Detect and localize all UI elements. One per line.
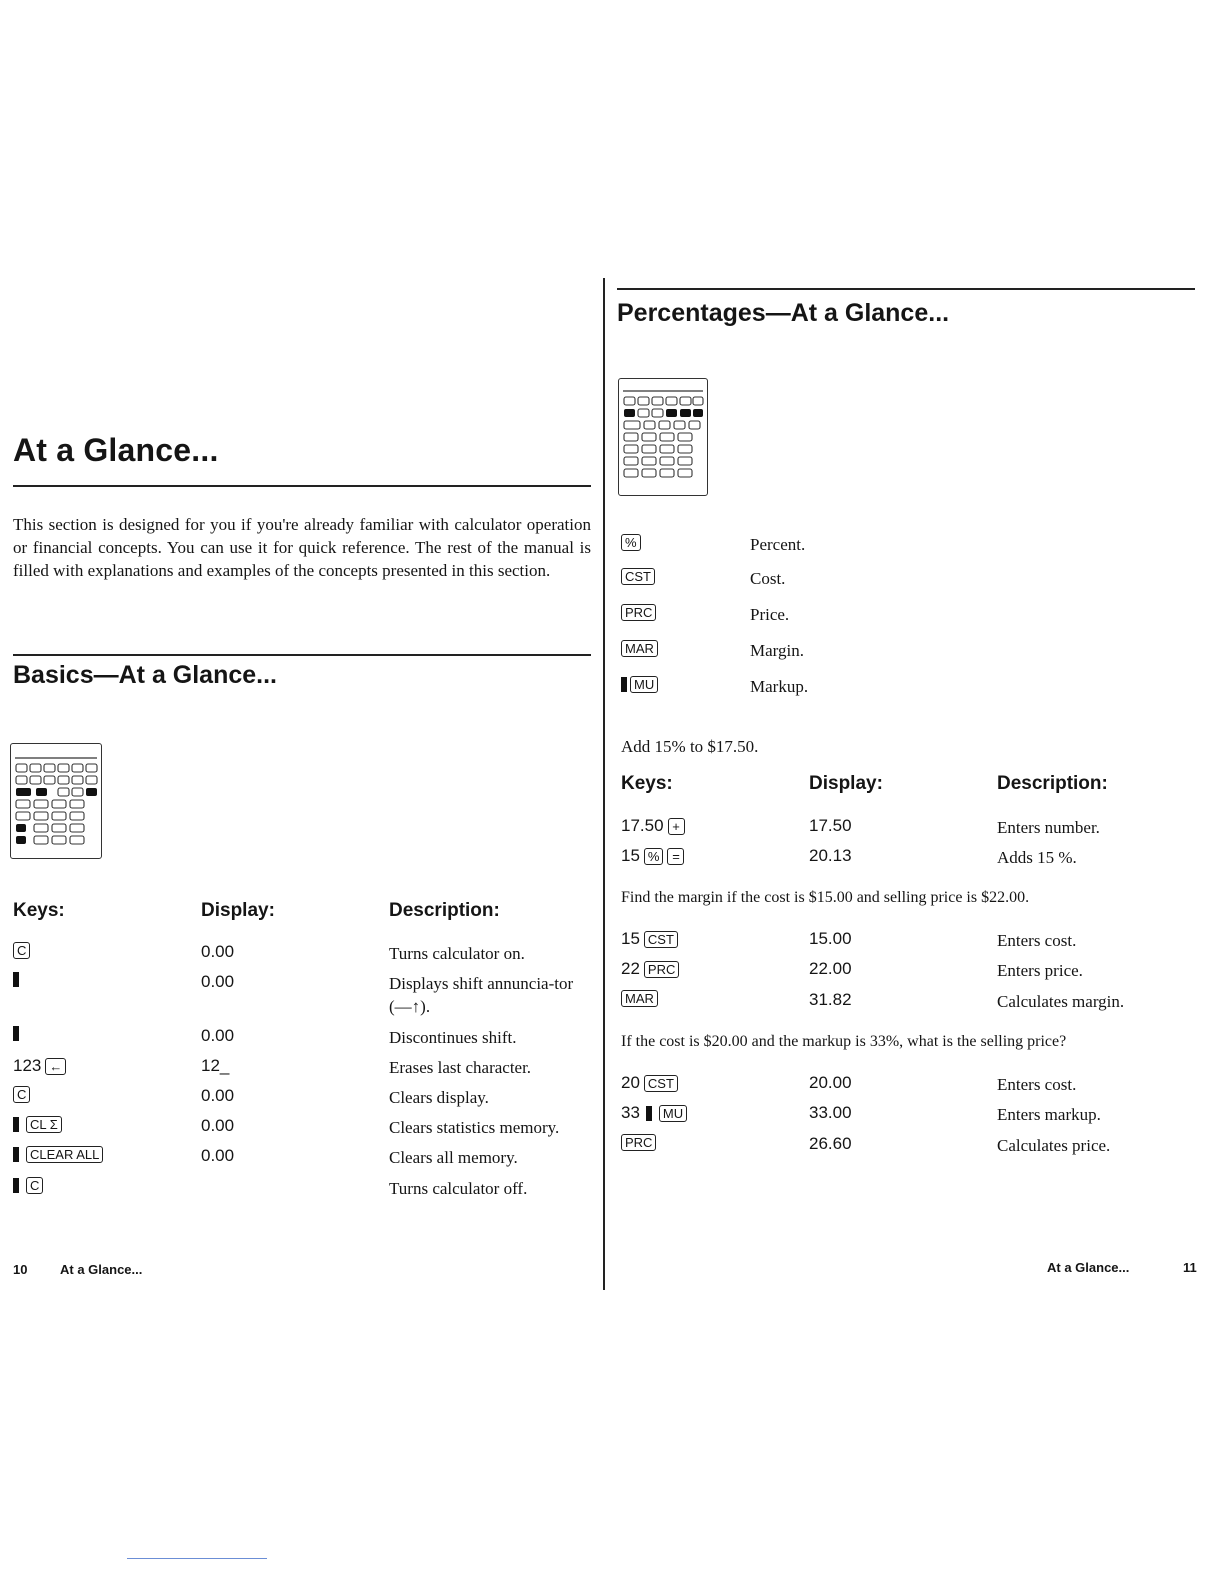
percent-key: % bbox=[644, 848, 664, 865]
key-definition-label: Percent. bbox=[750, 535, 806, 554]
description-text: Turns calculator on. bbox=[389, 944, 525, 963]
price-key: PRC bbox=[621, 604, 656, 621]
display-value: 22.00 bbox=[809, 959, 852, 978]
description-column-header: Description: bbox=[997, 773, 1108, 794]
margin-key: MAR bbox=[621, 990, 658, 1007]
description-text: Enters cost. bbox=[997, 1075, 1077, 1094]
table-row bbox=[621, 1134, 1110, 1157]
display-value: 0.00 bbox=[201, 1026, 235, 1045]
table-row bbox=[13, 1177, 589, 1200]
display-value: 0.00 bbox=[201, 1116, 235, 1135]
table-row bbox=[621, 1103, 1101, 1126]
display-value: 20.00 bbox=[809, 1073, 852, 1092]
backspace-key: ← bbox=[45, 1058, 66, 1075]
key-definition bbox=[621, 533, 805, 556]
description-text: Enters price. bbox=[997, 961, 1083, 980]
footer-title-left: At a Glance... bbox=[60, 1262, 143, 1277]
table-row bbox=[13, 972, 579, 1018]
key-definition-label: Cost. bbox=[750, 569, 786, 588]
key-prefix-number: 33 bbox=[621, 1103, 640, 1122]
clear-stats-key: CL Σ bbox=[26, 1116, 62, 1133]
margin-key: MAR bbox=[621, 640, 658, 657]
key-definition bbox=[621, 675, 808, 698]
price-key: PRC bbox=[621, 1134, 656, 1151]
calculator-keyboard-icon bbox=[618, 378, 708, 496]
display-value: 17.50 bbox=[809, 816, 852, 835]
shift-key-icon bbox=[13, 1147, 19, 1162]
description-text: Clears display. bbox=[389, 1088, 489, 1107]
table-row bbox=[13, 1056, 589, 1079]
key-prefix-number: 20 bbox=[621, 1073, 640, 1092]
table-row bbox=[13, 1086, 589, 1109]
key-c: C bbox=[13, 942, 30, 959]
table-row bbox=[621, 959, 1083, 982]
equals-key: = bbox=[667, 848, 684, 865]
description-column-header: Description: bbox=[389, 900, 500, 921]
top-rule-right bbox=[617, 288, 1195, 290]
clear-all-key: CLEAR ALL bbox=[26, 1146, 103, 1163]
shift-key-icon bbox=[13, 1178, 19, 1193]
table-row bbox=[13, 1026, 589, 1049]
key-c: C bbox=[13, 1086, 30, 1103]
display-value: 33.00 bbox=[809, 1103, 852, 1122]
key-definition bbox=[621, 639, 804, 662]
description-text: Enters number. bbox=[997, 818, 1100, 837]
key-prefix-number: 17.50 bbox=[621, 816, 664, 835]
key-c: C bbox=[26, 1177, 43, 1194]
table-row bbox=[621, 1073, 1076, 1096]
page-divider bbox=[603, 278, 605, 1290]
description-text: Enters markup. bbox=[997, 1105, 1101, 1124]
display-value: 20.13 bbox=[809, 846, 852, 865]
percentages-heading: Percentages—At a Glance... bbox=[617, 299, 950, 327]
display-column-header: Display: bbox=[201, 900, 275, 921]
table-row bbox=[13, 1146, 589, 1169]
table-row bbox=[13, 1116, 599, 1139]
example-prompt: Find the margin if the cost is $15.00 and selling price is $22.00. bbox=[621, 889, 1030, 906]
plus-key: + bbox=[668, 818, 685, 835]
description-text: Turns calculator off. bbox=[389, 1179, 528, 1198]
key-definition-label: Margin. bbox=[750, 641, 804, 660]
shift-key-icon bbox=[13, 1117, 19, 1132]
display-value: 31.82 bbox=[809, 990, 852, 1009]
page-number-right: 11 bbox=[1183, 1260, 1197, 1275]
shift-key-icon bbox=[13, 972, 19, 987]
percent-key: % bbox=[621, 534, 641, 551]
key-prefix-number: 22 bbox=[621, 959, 640, 978]
table-row bbox=[621, 816, 1100, 839]
page-title: At a Glance... bbox=[13, 432, 219, 468]
display-value: 26.60 bbox=[809, 1134, 852, 1153]
display-value: 0.00 bbox=[201, 942, 235, 961]
keys-column-header: Keys: bbox=[621, 773, 673, 794]
page-number-left: 10 bbox=[13, 1262, 28, 1277]
key-definition-label: Markup. bbox=[750, 677, 809, 696]
calculator-keyboard-icon bbox=[10, 743, 102, 859]
table-row bbox=[621, 846, 1077, 869]
key-definition-label: Price. bbox=[750, 605, 790, 624]
display-column-header: Display: bbox=[809, 773, 883, 794]
scan-artifact-line bbox=[127, 1558, 267, 1559]
description-text: Erases last character. bbox=[389, 1058, 532, 1077]
section-rule bbox=[13, 654, 591, 656]
shift-key-icon bbox=[13, 1026, 19, 1041]
description-text: Clears all memory. bbox=[389, 1148, 518, 1167]
intro-paragraph: This section is designed for you if you're already familiar with calculator operation or financial concepts. You can use it for quick reference. The rest of the manual is filled with explanations and examples of the concepts presented in this section. bbox=[13, 515, 591, 580]
display-value: 15.00 bbox=[809, 929, 852, 948]
description-text: Calculates margin. bbox=[997, 992, 1125, 1011]
cost-key: CST bbox=[644, 931, 678, 948]
key-prefix-number: 15 bbox=[621, 929, 640, 948]
display-value: 0.00 bbox=[201, 1146, 235, 1165]
example-prompt: Add 15% to $17.50. bbox=[621, 737, 759, 756]
table-row bbox=[621, 990, 1124, 1013]
cost-key: CST bbox=[644, 1075, 678, 1092]
markup-key: MU bbox=[630, 676, 658, 693]
key-prefix-number: 123 bbox=[13, 1056, 42, 1075]
description-text: Enters cost. bbox=[997, 931, 1077, 950]
basics-heading: Basics—At a Glance... bbox=[13, 661, 278, 689]
cost-key: CST bbox=[621, 568, 655, 585]
display-value: 0.00 bbox=[201, 1086, 235, 1105]
description-text: Adds 15 %. bbox=[997, 848, 1077, 867]
description-text: Clears statistics memory. bbox=[389, 1118, 560, 1137]
key-definition bbox=[621, 603, 789, 626]
display-value: 12_ bbox=[201, 1056, 230, 1075]
shift-key-icon bbox=[646, 1106, 652, 1121]
table-row bbox=[13, 942, 589, 965]
example-prompt: If the cost is $20.00 and the markup is 33%, what is the selling price? bbox=[621, 1033, 1067, 1050]
shift-key-icon bbox=[621, 677, 627, 692]
key-prefix-number: 15 bbox=[621, 846, 640, 865]
description-text: Discontinues shift. bbox=[389, 1028, 517, 1047]
footer-title-right: At a Glance... bbox=[1047, 1260, 1130, 1275]
table-row bbox=[621, 929, 1076, 952]
description-text: Displays shift annuncia-tor (—↑). bbox=[389, 974, 574, 1016]
markup-key: MU bbox=[659, 1105, 687, 1122]
price-key: PRC bbox=[644, 961, 679, 978]
key-definition bbox=[621, 567, 785, 590]
title-rule bbox=[13, 485, 591, 487]
display-value: 0.00 bbox=[201, 972, 235, 991]
keys-column-header: Keys: bbox=[13, 900, 65, 921]
description-text: Calculates price. bbox=[997, 1136, 1111, 1155]
